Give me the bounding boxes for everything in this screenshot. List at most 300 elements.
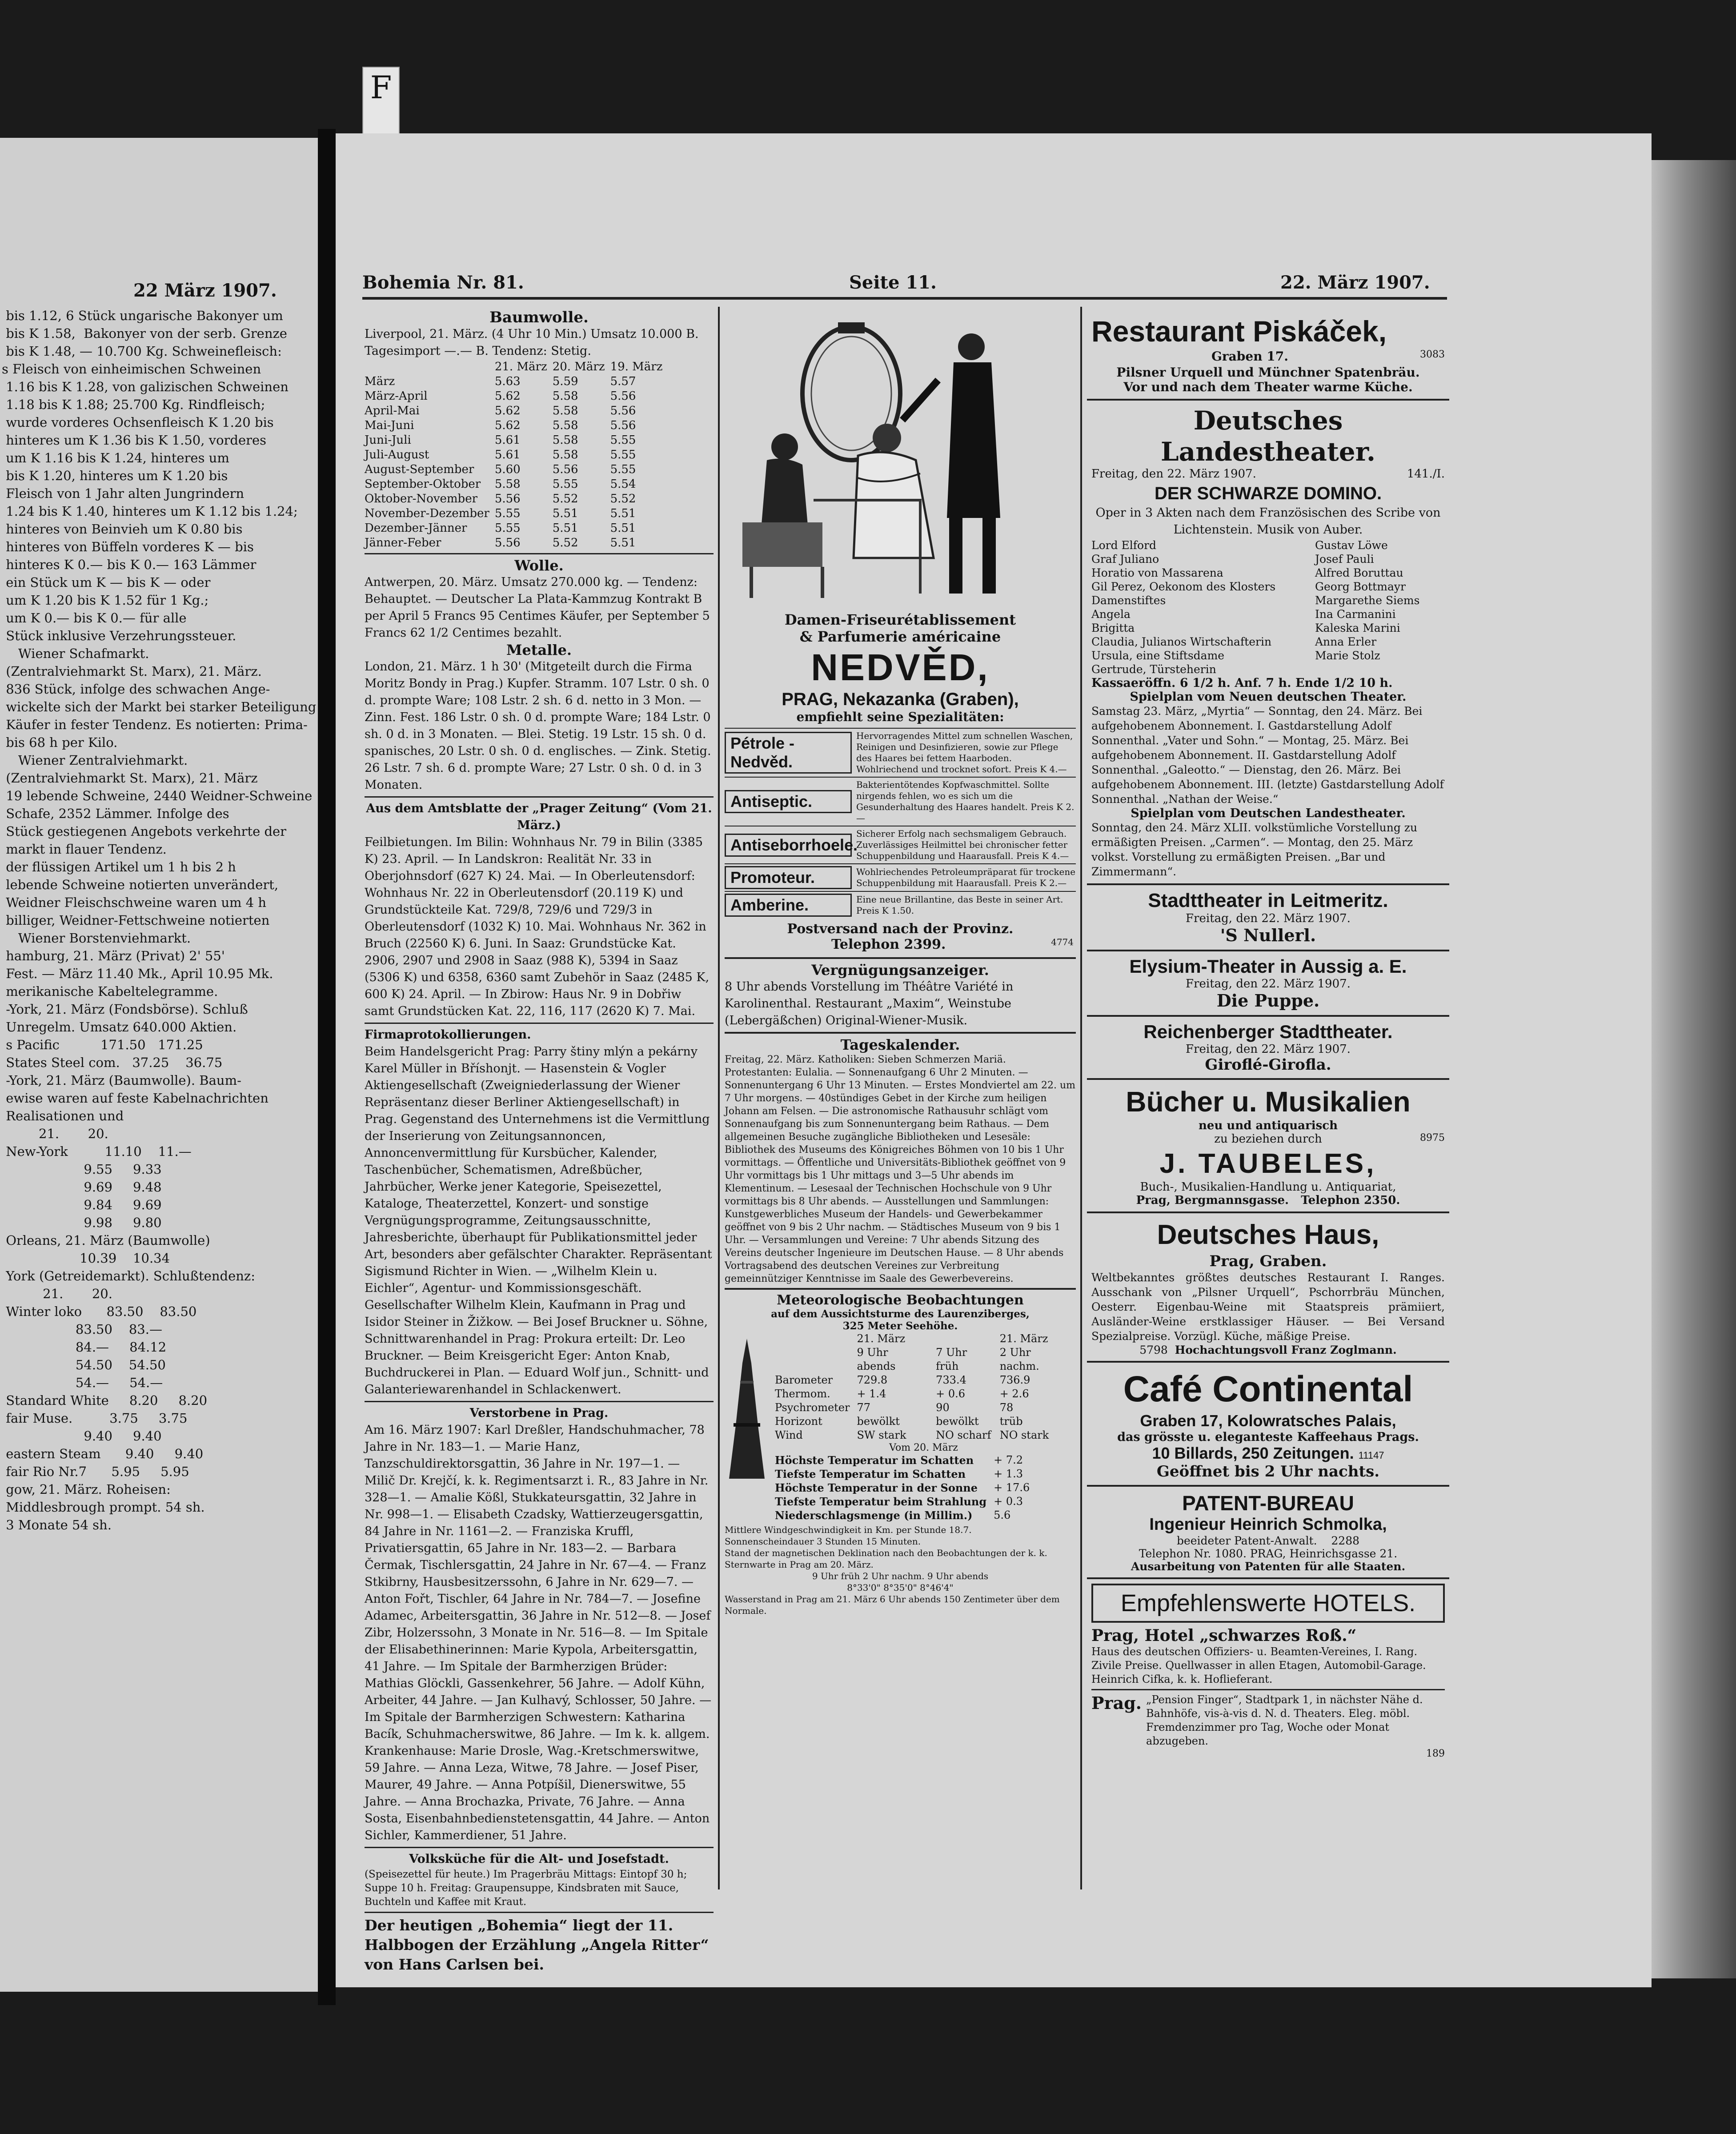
cotton-cell: 5.58 <box>552 389 578 403</box>
meteo-note-4: 9 Uhr früh 2 Uhr nachm. 9 Uhr abends <box>812 1571 989 1581</box>
metalle-title: Metalle. <box>506 642 572 658</box>
meteo-extreme-cell: Tiefste Temperatur beim Strahlung <box>775 1495 987 1508</box>
left-page-line: um K 0.— bis K 0.— für alle <box>2 610 187 626</box>
left-page-text <box>0 307 320 1534</box>
hotel-2 <box>1091 1693 1445 1748</box>
cotton-row <box>365 462 668 477</box>
deutsches-haus-number: 5798 <box>1139 1344 1168 1356</box>
meteo-cell: bewölkt <box>857 1415 900 1428</box>
left-page-line: ein Stück um K — bis K — oder <box>2 575 211 590</box>
salon-line-2: & Parfumerie américaine <box>799 628 1001 645</box>
cotton-cell: 5.56 <box>610 419 636 432</box>
postversand: Postversand nach der Provinz. <box>787 921 1014 937</box>
meteo-extreme-cell: Höchste Temperatur in der Sonne <box>775 1481 978 1494</box>
meteo-extreme-cell: Niederschlagsmenge (in Millim.) <box>775 1509 973 1522</box>
cotton-row <box>365 433 668 448</box>
left-page-line: merikanische Kabeltelegramme. <box>2 984 218 999</box>
left-page-line: hinteres von Büffeln vorderes K — bis <box>2 539 254 554</box>
cast-row <box>1091 552 1445 566</box>
continental-title: Café Continental <box>1123 1369 1413 1409</box>
left-page-line: Käufer in fester Tendenz. Es notierten: Prima- <box>2 717 308 732</box>
meteo-extreme-row <box>771 1453 1033 1467</box>
metalle-text: London, 21. März. 1 h 30' (Mitgeteilt durch die Firma Moritz Bondy in Prag.) Kupfer. Stramm. 107 Lstr. 0 sh. 0 d. prompte Ware; 108 Lstr. 2 sh. 6 d. netto in 3 Mon. — Zinn. Fest. 186 Lstr. 0 sh. 0 d. prompte Ware; 184 Lstr. 0 sh. 0 d. in 3 Monaten. — Blei. Stetig. 19 Lstr. 15 sh. 0 d. spanisches, 20 Lstr. 0 sh. 0 d. englisches. — Zink. Stetig. 26 Lstr. 7 sh. 6 d. prompte Ware; 27 Lstr. 0 sh. 0 d. in 3 Monaten. <box>365 660 711 792</box>
meteo-subtitle-1: auf dem Aussichtsturme des Laurenziberges, <box>771 1308 1030 1320</box>
left-page-line: 9.98 9.80 <box>2 1215 162 1230</box>
meteo-cell: 729.8 <box>857 1374 888 1386</box>
meteo-cell: 78 <box>999 1401 1014 1414</box>
meteo-cell: SW stark <box>857 1429 906 1441</box>
hotels-title: Empfehlenswerte HOTELS. <box>1091 1584 1445 1623</box>
cotton-cell: 5.56 <box>552 463 578 476</box>
verstorbene-text: Am 16. März 1907: Karl Dreßler, Handschuhmacher, 78 Jahre in Nr. 183—1. — Marie Hanz, Tanzschuldirektorsgattin, 36 Jahre in Nr. 197—1. — Milič Dr. Krejčí, k. k. Regimentsarzt i. R., 83 Jahre in Nr. 328—1. — Amalie Kößl, Stukkateursgattin, 32 Jahre in Nr. 998—1. — Elisabeth Czadsky, Wattierzeugersgattin, 84 Jahre in Nr. 1161—2. — Franziska Kruffl, Privatiersgattin, 65 Jahre in Nr. 183—2. — Barbara Čermak, Tischlersgattin, 24 Jahre in Nr. 67—4. — Franz Stkibrny, Hausbesitzerssohn, 6 Jahre in Nr. 629—7. — Anton Fořt, Tischler, 64 Jahre in Nr. 784—7. — Josefine Adamec, Arbeitersgattin, 36 Jahre in Nr. 512—8. — Josef Zibr, Holzerssohn, 3 Monate in Nr. 516—8. — Im Spitale der Elisabethinerinnen: Marie Kypola, Arbeitersgattin, 41 Jahre. — Im Spitale der Barmherzigen Brüder: Mathias Glöckli, Gassenkehrer, 56 Jahre. — Adolf Kühn, Arbeiter, 44 Jahre. — Jan Kulhavý, Schlosser, 50 Jahre. — Im Spitale der Barmherzigen Schwestern: Katharina Bacík, Schuhmacherswitwe, 86 Jahre. — Im k. k. allgem. Krankenhause: Marie Drosle, Wag.-Kretschmerswitwe, 59 Jahre. — Anna Leza, Witwe, 78 Jahre. — Josef Piser, Maurer, 49 Jahre. — Anna Potpíšil, Dienerswitwe, 55 Jahre. — Anna Brochazka, Private, 76 Jahre. — Anna Sosta, Eisenbahnbedienstetensgattin, 44 Jahre. — Anton Sichler, Kammerdiener, 51 Jahre. <box>365 1423 712 1842</box>
salon-illustration <box>725 309 1076 611</box>
piskacek-address-row <box>1091 349 1445 365</box>
observation-tower-image <box>725 1336 769 1483</box>
page-header-left: Bohemia Nr. 81. <box>362 272 524 293</box>
recommends-line: empfiehlt seine Spezialitäten: <box>796 710 1004 724</box>
cotton-cell: 5.56 <box>610 389 636 403</box>
buecher-line-3: Buch-, Musikalien-Handlung u. Antiquariat, <box>1140 1180 1396 1194</box>
product-item <box>725 863 1076 891</box>
meteo-head-cell: 21. März <box>857 1332 906 1345</box>
cotton-cell: 5.60 <box>494 463 521 476</box>
neues-theater-text: Samstag 23. März, „Myrtia“ — Sonntag, den 24. März. Bei aufgehobenem Abonnement. I. Gastdarstellung Adolf Sonnenthal. „Vater und Sohn.“ — Montag, 25. März. Bei aufgehobenem Abonnement. II. Gastdarstellung Adolf Sonnenthal. „Galeotto.“ — Dienstag, den 26. März. Bei aufgehobenem Abonnement. III. (letzte) Gastdarstellung Adolf Sonnenthal. „Nathan der Weise.“ <box>1091 705 1444 806</box>
landestheater-title: Deutsches Landestheater. <box>1160 405 1376 467</box>
meteo-extreme-cell: + 0.3 <box>994 1495 1023 1508</box>
cast-role: Damenstiftes <box>1091 594 1166 607</box>
ad-leitmeritz <box>1087 885 1449 951</box>
product-item <box>725 777 1076 826</box>
cotton-cell: 5.55 <box>494 521 521 535</box>
left-page-line: um K 1.20 bis K 1.52 für 1 Kg.; <box>2 593 209 608</box>
divider <box>365 1401 714 1402</box>
meteo-extreme-cell: Höchste Temperatur im Schatten <box>775 1454 974 1467</box>
leitmeritz-date: Freitag, den 22. März 1907. <box>1186 912 1351 925</box>
left-page-line: Wiener Schafmarkt. <box>2 646 149 661</box>
cast-role: Angela <box>1091 608 1131 621</box>
left-page-line: fair Muse. 3.75 3.75 <box>2 1411 188 1426</box>
left-page-line: 3 Monate 54 sh. <box>2 1517 112 1532</box>
meteo-cell: + 1.4 <box>857 1388 886 1400</box>
left-page-line: Weidner Fleischschweine waren um 4 h <box>2 895 267 910</box>
left-page <box>0 138 318 1992</box>
cotton-cell: 5.51 <box>552 507 578 520</box>
meteo-table <box>771 1332 1076 1442</box>
continental-line-4: Geöffnet bis 2 Uhr nachts. <box>1156 1463 1380 1480</box>
hotel-2-text: „Pension Finger“, Stadtpark 1, in nächster Nähe d. Bahnhöfe, vis-à-vis d. N. d. Theaters. Eleg. möbl. Fremdenzimmer pro Tag, Woche oder Monat abzugeben. <box>1146 1693 1423 1747</box>
product-name: Antiseptic. <box>725 790 852 813</box>
ad-reichenberg <box>1087 1017 1449 1080</box>
meteo-note-2: Sonnenscheindauer 3 Stunden 15 Minuten. <box>725 1536 921 1547</box>
meteo-cell: 736.9 <box>999 1374 1030 1386</box>
cotton-cell: 5.57 <box>610 375 636 388</box>
cotton-cell: 5.58 <box>552 419 578 432</box>
left-page-line: wurde vorderes Ochsenfleisch K 1.20 bis <box>2 415 274 430</box>
cotton-cell: 5.56 <box>610 404 636 417</box>
buecher-telephone: Telephon 2350. <box>1301 1194 1400 1207</box>
divider <box>365 1912 714 1913</box>
cotton-cell: 5.62 <box>494 389 521 403</box>
page-header-center: Seite 11. <box>849 272 937 293</box>
cast-role: Horatio von Massarena <box>1091 566 1223 579</box>
cotton-cell: Jänner-Feber <box>365 536 441 550</box>
left-page-line: hinteres um K 1.36 bis K 1.50, vorderes <box>2 433 267 448</box>
reichenberg-name: Reichenberger Stadttheater. <box>1143 1021 1393 1042</box>
cotton-head-cell: 19. März <box>610 360 663 373</box>
cotton-head-cell: 21. März <box>494 360 547 373</box>
meteo-head-cell: 7 Uhr früh <box>936 1346 967 1372</box>
product-name: Pétrole - Nedvěd. <box>725 732 852 774</box>
left-page-line: wickelte sich der Markt bei starker Beteiligung <box>2 699 317 714</box>
cast-role: Graf Juliano <box>1091 553 1159 566</box>
landestheater-date: Freitag, den 22. März 1907. <box>1091 467 1256 481</box>
neues-theater-title: Spielplan vom Neuen deutschen Theater. <box>1130 690 1407 704</box>
meteo-subtitle-2: 325 Meter Seehöhe. <box>842 1320 958 1332</box>
left-page-line: -York, 21. März (Baumwolle). Baum- <box>2 1073 241 1088</box>
cotton-cell: 5.63 <box>494 375 521 388</box>
left-page-line: Unregelm. Umsatz 640.000 Aktien. <box>2 1019 237 1035</box>
left-page-line: s Pacific 171.50 171.25 <box>2 1037 203 1052</box>
cotton-cell: März-April <box>365 389 428 403</box>
cotton-cell: 5.58 <box>552 404 578 417</box>
left-page-line: 83.50 83.— <box>2 1322 162 1337</box>
patent-number: 2288 <box>1331 1534 1360 1547</box>
cast-row <box>1091 594 1445 607</box>
piskacek-line-2: Vor und nach dem Theater warme Küche. <box>1123 380 1413 394</box>
ad-piskacek <box>1087 309 1449 401</box>
cotton-cell: Dezember-Jänner <box>365 521 467 535</box>
cast-row <box>1091 649 1445 662</box>
left-page-line: gow, 21. März. Roheisen: <box>2 1482 171 1497</box>
column-advertisements-right <box>1087 309 1449 1889</box>
product-description: Bakterientötendes Kopfwaschmittel. Sollte nirgends fehlen, wo es sich um die Gesunderhaltung des Haares handelt. Preis K 2.— <box>856 779 1074 823</box>
product-list <box>725 728 1076 919</box>
cotton-cell: 5.52 <box>552 536 578 550</box>
cast-role: Lord Elford <box>1091 539 1157 552</box>
cotton-cell: 5.58 <box>494 477 521 491</box>
volkskueche-text: (Speisezettel für heute.) Im Pragerbräu Mittags: Eintopf 30 h; Suppe 10 h. Freitag: Graupensuppe, Kindsbraten mit Sauce, Buchteln und Kaffee mit Kraut. <box>365 1869 687 1908</box>
left-page-line: bis 1.12, 6 Stück ungarische Bakonyer um <box>2 308 283 323</box>
wolle-title: Wolle. <box>514 557 564 574</box>
piskacek-line-1: Pilsner Urquell und Münchner Spatenbräu. <box>1116 365 1420 380</box>
patent-line-1-row <box>1091 1534 1445 1547</box>
ad-deutsches-haus <box>1087 1213 1449 1363</box>
ad-landestheater <box>1087 401 1449 885</box>
left-page-line: 21. 20. <box>2 1286 112 1301</box>
cotton-cell: April-Mai <box>365 404 420 417</box>
cotton-row <box>365 506 668 521</box>
meteo-extreme-cell: + 1.3 <box>994 1468 1023 1480</box>
patent-line-3: Ausarbeitung von Patenten für alle Staaten. <box>1131 1560 1406 1573</box>
product-description: Hervorragendes Mittel zum schnellen Waschen, Reinigen und Desinfizieren, sowie zur Pflege des Haares bei fettem Haarboden. Wohlriechend und trocknet sofort. Preis K 4.— <box>856 730 1073 774</box>
meteo-extreme-cell: Tiefste Temperatur im Schatten <box>775 1468 966 1480</box>
left-page-line: 21. 20. <box>2 1126 108 1141</box>
patent-line-2: Telephon Nr. 1080. PRAG, Heinrichsgasse 21. <box>1139 1547 1398 1560</box>
left-page-line: hinteres von Beinvieh um K 0.80 bis <box>2 521 243 537</box>
landestheater-sub: 141./I. <box>1407 467 1445 481</box>
meteo-extreme-row <box>771 1467 1033 1481</box>
cast-role: Gertrude, Türsteherin <box>1091 663 1216 676</box>
deutsches-haus-text: Weltbekanntes größtes deutsches Restaurant I. Ranges. Ausschank von „Pilsner Urquell“, Pschorrbräu München, Oesterr. Eigenbau-Weine mit Staatspreis prämiiert, Ausländer-Weine erstklassiger Häuser. — Bei Versand Spezialpreise. Vorzügl. Küche, mäßige Preise. <box>1091 1271 1445 1343</box>
product-description: Sicherer Erfolg nach sechsmaligem Gebrauch. Zuverlässiges Heilmittel bei chronischer fetter Schuppenbildung und Haarausfall. Preis K 4.— <box>856 828 1069 861</box>
left-page-line: 9.69 9.48 <box>2 1179 162 1195</box>
cast-row <box>1091 538 1445 552</box>
meteo-head-row-2 <box>771 1346 1076 1373</box>
brand-address: PRAG, Nekazanka (Graben), <box>782 690 1019 709</box>
cotton-cell: 5.51 <box>552 521 578 535</box>
meteo-extreme-cell: + 17.6 <box>994 1481 1030 1494</box>
left-page-line: Wiener Zentralviehmarkt. <box>2 753 188 768</box>
patent-line-1: beeideter Patent-Anwalt. <box>1176 1534 1317 1547</box>
buecher-line-2: zu beziehen durch <box>1214 1132 1322 1146</box>
product-name: Promoteur. <box>725 866 852 889</box>
patent-title: PATENT-BUREAU <box>1182 1492 1354 1515</box>
cotton-cell: 5.62 <box>494 404 521 417</box>
deutsches-haus-sign-row <box>1091 1344 1445 1356</box>
meteo-row <box>771 1401 1076 1415</box>
ad-hotels <box>1087 1579 1449 1764</box>
cotton-cell: 5.51 <box>610 521 636 535</box>
cotton-cell: 5.55 <box>552 477 578 491</box>
ad-number: 4774 <box>1051 937 1074 947</box>
cotton-cell: Mai-Juni <box>365 419 414 432</box>
cast-actor: Margarethe Siems <box>1315 594 1420 607</box>
meteo-cell: + 0.6 <box>936 1388 966 1400</box>
cotton-row <box>365 448 668 462</box>
left-page-line: -York, 21. März (Fondsbörse). Schluß <box>2 1002 248 1017</box>
firmen-title: Firmaprotokollierungen. <box>365 1028 531 1042</box>
meteo-cell: + 2.6 <box>999 1388 1029 1400</box>
cotton-cell: 5.56 <box>494 536 521 550</box>
cast-row <box>1091 607 1445 621</box>
cotton-head-cell <box>365 360 495 374</box>
left-page-line: lebende Schweine notierten unverändert, <box>2 877 279 892</box>
left-page-line: hinteres K 0.— bis K 0.— 163 Lämmer <box>2 557 257 572</box>
roman-notice: Der heutigen „Bohemia“ liegt der 11. Halbbogen der Erzählung „Angela Ritter“ von Hans Carlsen bei. <box>365 1917 709 1973</box>
piskacek-number: 3083 <box>1420 349 1445 360</box>
telephone-row <box>725 937 1076 955</box>
piskacek-address: Graben 17. <box>1211 349 1289 364</box>
leitmeritz-play: 'S Nullerl. <box>1220 925 1316 945</box>
left-page-line: Fest. — März 11.40 Mk., April 10.95 Mk. <box>2 966 273 981</box>
hotels-number: 189 <box>1426 1748 1445 1759</box>
cast-row <box>1091 635 1445 649</box>
piskacek-name: Restaurant Piskáček, <box>1091 315 1387 348</box>
left-page-line: der flüssigen Artikel um 1 h bis 2 h <box>2 859 236 874</box>
landestheater-desc: Oper in 3 Akten nach dem Französischen des Scribe von Lichtenstein. Musik von Auber. <box>1095 506 1441 537</box>
cotton-cell: September-Oktober <box>365 477 481 491</box>
left-page-line: New-York 11.10 11.— <box>2 1144 192 1159</box>
left-page-line: 19 lebende Schweine, 2440 Weidner-Schweine <box>2 788 313 803</box>
cotton-cell: 5.55 <box>610 433 636 447</box>
cotton-cell: 5.61 <box>494 433 521 447</box>
meteo-cell: Barometer <box>775 1374 833 1386</box>
cotton-row <box>365 492 668 506</box>
cotton-table <box>365 360 668 550</box>
cast-actor <box>1315 662 1445 676</box>
meteo-cell: NO scharf <box>936 1429 991 1441</box>
product-description: Eine neue Brillantine, das Beste in seiner Art. Preis K 1.50. <box>856 894 1063 916</box>
left-page-line: fair Rio Nr.7 5.95 5.95 <box>2 1464 189 1479</box>
hotel-1-text: Haus des deutschen Offiziers- u. Beamten-Vereines, I. Rang. Zivile Preise. Quellwasser in allen Etagen, Automobil-Garage. Heinrich Cifka, k. k. Hoflieferant. <box>1091 1645 1426 1685</box>
left-page-line: Wiener Borstenviehmarkt. <box>2 931 191 946</box>
left-page-line: Fleisch von 1 Jahr alten Jungrindern <box>2 486 245 501</box>
cotton-cell: August-September <box>365 463 474 476</box>
meteo-head-cell <box>771 1346 853 1373</box>
landestheater-date-row <box>1091 467 1445 482</box>
divider <box>1091 1689 1445 1690</box>
vergnuegung-text: 8 Uhr abends Vorstellung im Théâtre Variété in Karolinenthal. Restaurant „Maxim“, Weinstube (Lebergäßchen) Original-Wiener-Musik. <box>725 980 1014 1027</box>
reichenberg-date: Freitag, den 22. März 1907. <box>1186 1043 1351 1056</box>
meteo-cell: Psychrometer <box>775 1401 850 1414</box>
left-page-line: (Zentralviehmarkt St. Marx), 21. März <box>2 770 258 786</box>
cotton-cell: 5.51 <box>610 507 636 520</box>
page-stack-edge <box>1652 160 1736 1978</box>
continental-line-3: 10 Billards, 250 Zeitungen. <box>1152 1444 1354 1462</box>
deutsches-haus-title: Deutsches Haus, <box>1157 1219 1379 1250</box>
cotton-cell: November-Dezember <box>365 507 489 520</box>
ad-patent-bureau <box>1087 1487 1449 1579</box>
cast-row <box>1091 662 1445 676</box>
left-page-line: York (Getreidemarkt). Schlußtendenz: <box>2 1268 255 1284</box>
tageskalender-text: Freitag, 22. März. Katholiken: Sieben Schmerzen Mariä. Protestanten: Eulalia. — Sonnenaufgang 6 Uhr 2 Minuten. — Sonnenuntergang 6 Uhr 13 Minuten. — Erstes Mondviertel am 22. um 7 Uhr morgens. — 40stündiges Gebet in der Kirche zum heiligen Johann am Felsen. — Die astronomische Rathausuhr schlägt vom Sonnenaufgang bis zum Sonnenuntergang beim Rathaus. — Dem allgemeinen Besuche zugängliche Bibliotheken und Lesesäle: Bibliothek des Museums des Königreiches Böhmen von 10 bis 1 Uhr vormittags. — Öffentliche und Universitäts-Bibliothek geöffnet von 9 Uhr vormittags bis 1 Uhr mittags und 3—5 Uhr abends im Klementinum. — Lesesaal der Technischen Hochschule von 9 Uhr vormittags bis 8 Uhr abends. — Ausstellungen und Sammlungen: Kunstgewerbliches Museum der Handels- und Gewerbekammer geöffnet von 9 bis 2 Uhr nachm. — Städtisches Museum von 9 bis 1 Uhr. — Versammlungen und Vereine: 7 Uhr abends Sitzung des Vereins deutscher Ingenieure im Deutschen Hause. — 8 Uhr abends Vortragsabend des deutschen Vereines zur Verbreitung gemeinnütziger Kenntnisse im Saale des Gewerbevereins. <box>725 1054 1076 1284</box>
column-finance <box>365 309 714 1973</box>
left-page-line: bis K 1.48, — 10.700 Kg. Schweinefleisch: <box>2 344 282 359</box>
patent-name: Ingenieur Heinrich Schmolka, <box>1149 1515 1387 1534</box>
meteo-extreme-row <box>771 1481 1033 1495</box>
product-item <box>725 728 1076 777</box>
meteo-cell: Horizont <box>775 1415 822 1428</box>
cotton-cell: 5.56 <box>494 492 521 505</box>
left-page-line: um K 1.16 bis K 1.24, hinteres um <box>2 450 229 465</box>
meteo-block <box>725 1332 1076 1522</box>
cotton-cell: 5.59 <box>552 375 578 388</box>
left-page-line: Winter loko 83.50 83.50 <box>2 1304 197 1319</box>
left-page-line: bis K 1.20, hinteres um K 1.20 bis <box>2 468 228 483</box>
continental-line-1: Graben 17, Kolowratsches Palais, <box>1140 1412 1396 1430</box>
left-page-line: Middlesbrough prompt. 54 sh. <box>2 1500 205 1515</box>
archive-sticker: F <box>362 67 400 148</box>
cotton-cell: 5.58 <box>552 448 578 461</box>
aussig-date: Freitag, den 22. März 1907. <box>1186 977 1351 991</box>
meteo-note-5: 8°33'0" 8°35'0" 8°46'4" <box>847 1582 954 1593</box>
cotton-cell: 5.54 <box>610 477 636 491</box>
left-page-line: 9.84 9.69 <box>2 1197 162 1212</box>
column-rule-1 <box>718 307 720 1889</box>
meteo-row <box>771 1387 1076 1401</box>
left-page-line: (Zentralviehmarkt St. Marx), 21. März. <box>2 664 262 679</box>
left-page-line: 836 Stück, infolge des schwachen Ange- <box>2 682 270 697</box>
left-page-line: Realisationen und <box>2 1108 124 1123</box>
landes-spielplan-title: Spielplan vom Deutschen Landestheater. <box>1131 806 1406 820</box>
aussig-name: Elysium-Theater in Aussig a. E. <box>1129 956 1407 977</box>
meteo-extreme-cell: + 7.2 <box>994 1454 1023 1466</box>
cast-actor: Josef Pauli <box>1315 553 1374 566</box>
meteo-extreme-row <box>771 1508 1033 1522</box>
cotton-cell: Oktober-November <box>365 492 478 505</box>
divider <box>365 796 714 798</box>
cotton-cell: März <box>365 375 395 388</box>
cast-actor: Gustav Löwe <box>1315 539 1388 552</box>
continental-number: 11147 <box>1358 1450 1384 1461</box>
cotton-row <box>365 404 668 418</box>
meteo-row <box>771 1415 1076 1428</box>
landestheater-times: Kassaeröffn. 6 1/2 h. Anf. 7 h. Ende 1/2 10 h. <box>1091 676 1393 690</box>
divider <box>365 553 714 554</box>
liverpool-text: Liverpool, 21. März. (4 Uhr 10 Min.) Umsatz 10.000 B. Tagesimport —.— B. Tendenz: Stetig. <box>365 327 699 358</box>
left-page-line: ewise waren auf feste Kabelnachrichten <box>2 1091 269 1106</box>
meteo-cell: bewölkt <box>936 1415 979 1428</box>
left-page-line: bis 68 h per Kilo. <box>2 735 118 750</box>
header-rule <box>362 297 1447 300</box>
amtsblatt-text: Feilbietungen. Im Bilin: Wohnhaus Nr. 79 in Bilin (3385 K) 23. April. — In Landskron: Realität Nr. 33 in Oberjohnsdorf (627 K) 24. Mai. — In Oberleutensdorf: Wohnhaus Nr. 22 in Oberleutensdorf (20.119 K) und Grundstückteile Kat. 729/8, 729/6 und 729/3 in Oberleutensdorf (1032 K) 10. Mai. Wohnhaus Nr. 362 in Bruch (22560 K) 6. Juni. In Saaz: Grundstücke Kat. 2906, 2907 und 2908 in Saaz (988 K), 5394 in Saaz (5306 K) und 6358, 6360 samt Zubehör in Saaz (2485 K, 600 K) 24. April. — In Zbirow: Haus Nr. 9 in Dobřiw samt Grundstücken Kat. 22, 116, 117 (2620 K) 7. Mai. <box>365 835 710 1018</box>
meteo-note-3: Stand der magnetischen Deklination nach den Beobachtungen der k. k. Sternwarte in Prag am 20. März. <box>725 1548 1047 1570</box>
cast-row <box>1091 566 1445 580</box>
left-page-line: s Fleisch von einheimischen Schweinen <box>2 361 261 377</box>
column-advertisements-middle <box>725 309 1076 1889</box>
divider <box>725 957 1076 959</box>
product-name: Amberine. <box>725 894 852 917</box>
ad-buecher <box>1087 1080 1449 1213</box>
cast-row <box>1091 580 1445 594</box>
landes-spielplan-text: Sonntag, den 24. März XLII. volkstümliche Vorstellung zu ermäßigten Preisen. „Carmen“. — Montag, den 25. März volkst. Vorstellung zu ermäßigten Preisen. „Bar und Zimmermann“. <box>1091 821 1418 878</box>
meteo-head-row <box>771 1332 1076 1346</box>
left-page-line: Schafe, 2352 Lämmer. Infolge des <box>2 806 229 821</box>
volkskueche-title: Volksküche für die Alt- und Josefstadt. <box>409 1852 669 1866</box>
cast-role: Ursula, eine Stiftsdame <box>1091 649 1225 662</box>
left-page-line: bis K 1.58, Bakonyer von der serb. Grenze <box>2 326 287 341</box>
left-page-line: Standard White 8.20 8.20 <box>2 1393 208 1408</box>
left-page-line: 1.18 bis K 1.88; 25.700 Kg. Rindfleisch; <box>2 397 265 412</box>
divider <box>725 1032 1076 1034</box>
left-page-line: Orleans, 21. März (Baumwolle) <box>2 1233 210 1248</box>
baumwolle-title: Baumwolle. <box>489 309 589 326</box>
meteo-extremes <box>771 1453 1033 1522</box>
cotton-row <box>365 389 668 404</box>
left-page-line: Stück inklusive Verzehrungssteuer. <box>2 628 237 643</box>
left-page-line: Stück gestiegenen Angebots verkehrte der <box>2 824 287 839</box>
left-page-line: States Steel com. 37.25 36.75 <box>2 1055 223 1070</box>
meteo-head-cell: 9 Uhr abends <box>857 1346 896 1372</box>
meteo-extreme-cell: 5.6 <box>994 1509 1011 1521</box>
cotton-cell: 5.52 <box>610 492 636 505</box>
meteo-row <box>771 1373 1076 1387</box>
buecher-line-4 <box>1091 1194 1445 1207</box>
left-page-line: 54.50 54.50 <box>2 1357 166 1372</box>
cast-table <box>1091 538 1445 676</box>
buecher-number: 8975 <box>1420 1132 1445 1143</box>
meteo-cell: 90 <box>936 1401 950 1414</box>
left-page-line: eastern Steam 9.40 9.40 <box>2 1446 204 1461</box>
hotel-1-name: Prag, Hotel „schwarzes Roß.“ <box>1091 1626 1357 1645</box>
cotton-row <box>365 521 668 536</box>
cotton-cell: 5.61 <box>494 448 521 461</box>
amtsblatt-title: Aus dem Amtsblatte der „Prager Zeitung“ (Vom 21. März.) <box>366 802 712 832</box>
cast-actor: Marie Stolz <box>1315 649 1380 662</box>
divider <box>365 1847 714 1848</box>
cotton-row <box>365 418 668 433</box>
meteo-head-cell <box>771 1332 853 1346</box>
continental-line-2: das grösste u. eleganteste Kaffeehaus Prags. <box>1117 1430 1419 1444</box>
page-header-right: 22. März 1907. <box>1280 272 1430 293</box>
cotton-row <box>365 374 668 389</box>
firmen-text: Beim Handelsgericht Prag: Parry štiny mlýn a pekárny Karel Müller in Bříshonjt. — Hasenstein & Vogler Aktiengesellschaft (Zweigniederlassung der Wiener Repräsentanz dieser Berliner Aktiengesellschaft) in Prag. Gegenstand des Unternehmens ist die Vermittlung der Inserierung von Zeitungsannoncen, Annoncenvermittlung für Kursbücher, Kalender, Taschenbücher, Schematismen, Adreßbücher, Jahrbücher, Werke jener Kategorie, Speisezettel, Kataloge, Theaterzettel, Konzert- und sonstige Vergnügungsprogramme, Zeitungsausschnitte, Jahresberichte, überhaupt für Publikationsmittel jeder Art, besonders aber gefälschter Charakter. Repräsentant Sigismund Richter in Wien. — „Wilhelm Klein u. Eichler“, Agentur- und Kommissionsgeschäft. Gesellschafter Wilhelm Klein, Kaufmann in Prag und Isidor Steiner in Žižkow. — Bei Josef Bruckner u. Söhne, Schnittwarenhandel in Prag: Prokura erteilt: Dr. Leo Bruckner. — Beim Kreisgericht Eger: Anton Knab, Buchdruckerei in Plan. — Eduard Wolf jun., Schnitt- und Galanteriewarenhandel in Schlackenwert. <box>365 1045 712 1396</box>
meteo-cell: NO stark <box>999 1429 1049 1441</box>
meteo-title: Meteorologische Beobachtungen <box>777 1292 1024 1308</box>
book-gutter <box>318 129 336 2005</box>
buecher-line-1: neu und antiquarisch <box>1199 1119 1338 1132</box>
left-page-line: 54.— 54.— <box>2 1375 163 1390</box>
